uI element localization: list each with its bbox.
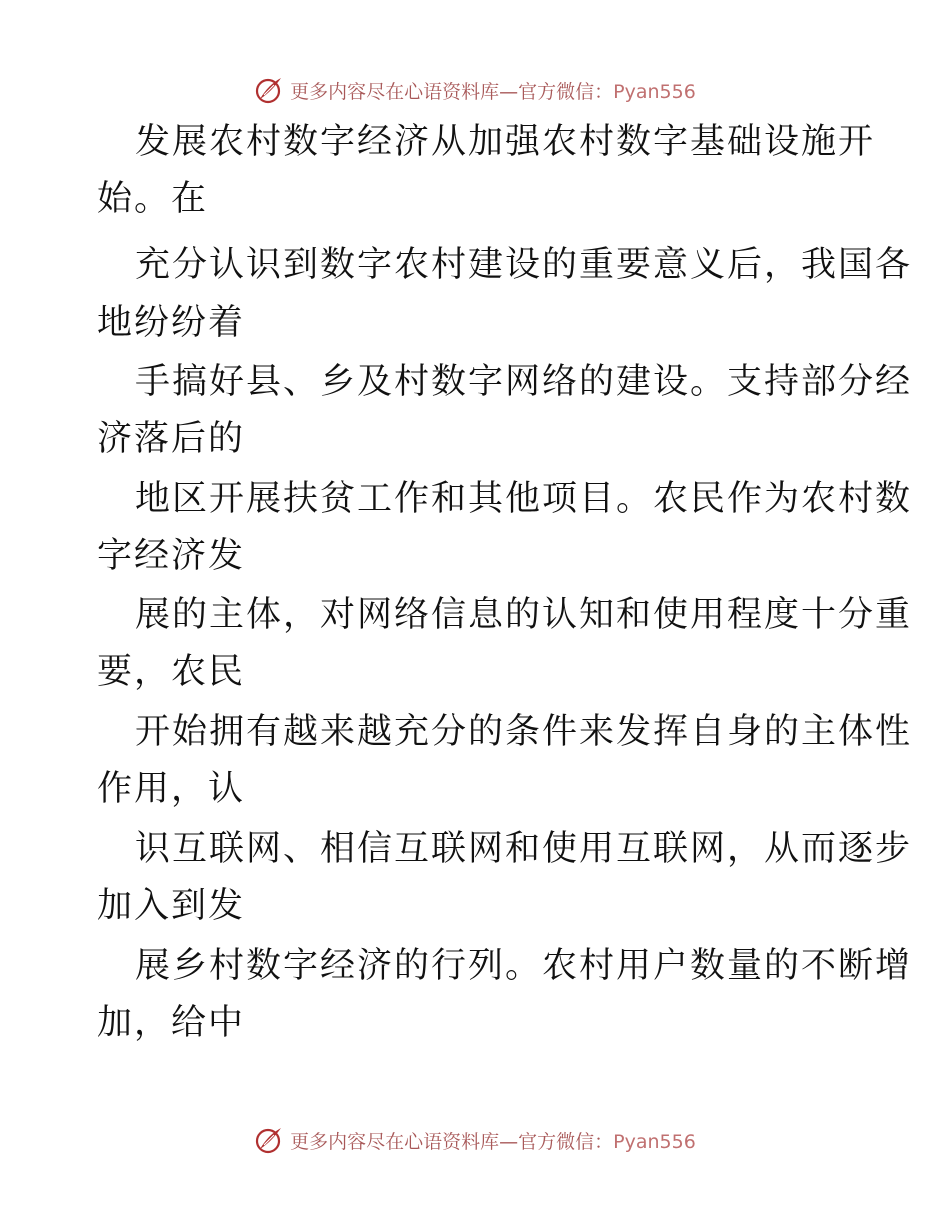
footer-wechat-id: Pyan556 [613,1130,696,1153]
footer-banner [0,1122,950,1158]
footer-banner-text: 更多内容尽在心语资料库—官方微信：Pyan556 [290,1130,696,1153]
body-line: 地区开展扶贫工作和其他项目。农民作为农村数 [135,479,913,519]
body-line: 字经济发 [97,536,246,576]
body-line: 展的主体，对网络信息的认知和使用程度十分重 [135,595,913,635]
body-line: 作用，认 [97,769,246,809]
body-line: 识互联网、相信互联网和使用互联网，从而逐步 [135,829,913,869]
header-banner-text: 更多内容尽在心语资料库—官方微信：Pyan556 [290,80,696,103]
header-banner [0,72,950,108]
header-wechat-id: Pyan556 [613,80,696,103]
body-line: 加入到发 [97,886,246,926]
body-line: 始。在 [97,179,209,219]
body-line: 手搞好县、乡及村数字网络的建设。支持部分经 [135,362,913,402]
quill-pen-logo-icon [254,1125,284,1155]
body-line: 展乡村数字经济的行列。农村用户数量的不断增 [135,946,913,986]
body-line: 发展农村数字经济从加强农村数字基础设施开 [135,122,876,162]
body-line: 地纷纷着 [97,303,246,343]
body-line: 要，农民 [97,652,246,692]
body-line: 充分认识到数字农村建设的重要意义后，我国各 [135,245,913,285]
body-line: 济落后的 [97,419,246,459]
quill-pen-logo-icon [254,75,284,105]
body-line: 加，给中 [97,1003,246,1043]
body-line: 开始拥有越来越充分的条件来发挥自身的主体性 [135,712,913,752]
